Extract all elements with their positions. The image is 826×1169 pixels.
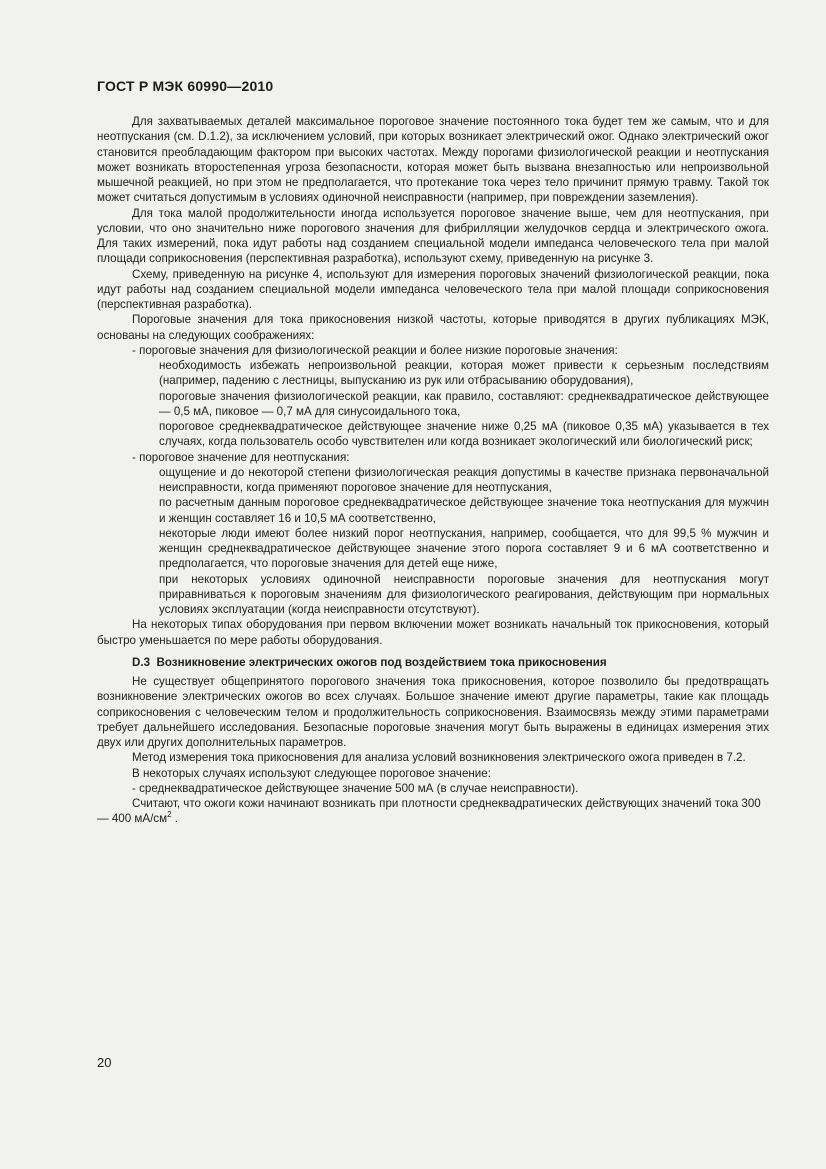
list-subitem: ощущение и до некоторой степени физиологическая реакция допустимы в качестве признака первоначальной неисправности, когда применяют пороговое значение для неотпускания, xyxy=(159,465,769,494)
body-text xyxy=(97,114,769,827)
list-item: - пороговое значение для неотпускания: xyxy=(132,450,350,464)
paragraph: Для тока малой продолжительности иногда используется пороговое значение выше, чем для неотпускания, при условии, что оно значительно ниже порогового значения для фибрилляции желудочков сердца и электрического ожога. Для таких измерений, пока идут работы над созданием специальной модели импеданса человеческого тела при малой площади соприкосновения (перспективная разработка), используют схему, приведенную на рисунке 3. xyxy=(97,206,769,266)
paragraph: Для захватываемых деталей максимальное пороговое значение постоянного тока будет тем же самым, что и для неотпускания (см. D.1.2), за исключением условий, при которых возникает электрический ожог. Однако электрический ожог становится преобладающим фактором при высоких частотах. Между порогами физиологической реакции и неотпускания может возникать второстепенная угроза безопасности, которая может быть вызвана внезапностью или непроизвольной мышечной реакцией, но при этом не предполагается, что протекание тока через тело причинит прямую травму. Такой ток может считаться допустимым в условиях одиночной неисправности (например, при повреждении заземления). xyxy=(97,115,769,205)
document-header: ГОСТ Р МЭК 60990—2010 xyxy=(97,78,274,94)
list-subitem: пороговое среднеквадратическое действующее значение ниже 0,25 мА (пиковое 0,35 мА) указывается в тех случаях, когда пользователь особо чувствителен или когда возникает экологический или биологический риск; xyxy=(159,420,769,449)
list-subitem: пороговые значения физиологической реакции, как правило, составляют: среднеквадратическое действующее — 0,5 мА, пиковое — 0,7 мА для синусоидального тока, xyxy=(159,389,769,418)
paragraph: - среднеквадратическое действующее значение 500 мА (в случае неисправности). xyxy=(132,781,579,795)
paragraph: В некоторых случаях используют следующее пороговое значение: xyxy=(132,766,491,780)
page-number: 20 xyxy=(97,1055,112,1070)
paragraph: Не существует общепринятого порогового значения тока прикосновения, которое позволило бы предотвращать возникновение электрических ожогов во всех случаях. Большое значение имеют другие параметры, такие как площадь соприкосновения с человеческим телом и продолжительность соприкосновения. Взаимосвязь между этими параметрами требует дальнейшего исследования. Безопасные пороговые значения могут быть выражены в единицах измерения этих двух или других дополнительных параметров. xyxy=(97,675,769,749)
paragraph-tail: . xyxy=(171,812,178,826)
list-subitem: некоторые люди имеют более низкий порог неотпускания, например, сообщается, что для 99,5 % мужчин и женщин среднеквадратическое действующее значение этого порога составляет 9 и 6 мА соответственно и предполагается, что пороговые значения для детей еще ниже, xyxy=(159,526,769,571)
list-subitem: по расчетным данным пороговое среднеквадратическое действующее значение тока неотпускания для мужчин и женщин составляет 16 и 10,5 мА соответственно, xyxy=(159,496,769,525)
paragraph: На некоторых типах оборудования при первом включении может возникать начальный ток прикосновения, который быстро уменьшается по мере работы оборудования. xyxy=(97,618,769,647)
superscript: 2 xyxy=(167,810,172,820)
list-subitem: необходимость избежать непроизвольной реакции, которая может привести к серьезным последствиям (например, падению с лестницы, выпусканию из рук или отбрасыванию оборудования), xyxy=(159,359,769,388)
section-number: D.3 xyxy=(132,655,151,669)
paragraph-text: Считают, что ожоги кожи начинают возникать при плотности среднеквадратических действующих значений тока 300 — 400 мА/см xyxy=(97,797,761,826)
section-title: Возникновение электрических ожогов под воздействием тока прикосновения xyxy=(156,655,607,669)
list-subitem: при некоторых условиях одиночной неисправности пороговые значения для неотпускания могут приравниваться к пороговым значениям для физиологического реагирования, действующим при нормальных условиях эксплуатации (когда неисправности отсутствуют). xyxy=(159,572,769,616)
paragraph xyxy=(97,796,769,827)
list-item: - пороговые значения для физиологической реакции и более низкие пороговые значения: xyxy=(132,343,618,357)
paragraph: Схему, приведенную на рисунке 4, используют для измерения пороговых значений физиологической реакции, пока идут работы над созданием специальной модели импеданса человеческого тела при малой площади соприкосновения (перспективная разработка). xyxy=(97,267,769,311)
paragraph: Пороговые значения для тока прикосновения низкой частоты, которые приводятся в других публикациях МЭК, основаны на следующих соображениях: xyxy=(97,313,769,342)
section-heading xyxy=(97,655,769,670)
paragraph: Метод измерения тока прикосновения для анализа условий возникновения электрического ожога приведен в 7.2. xyxy=(132,751,746,765)
